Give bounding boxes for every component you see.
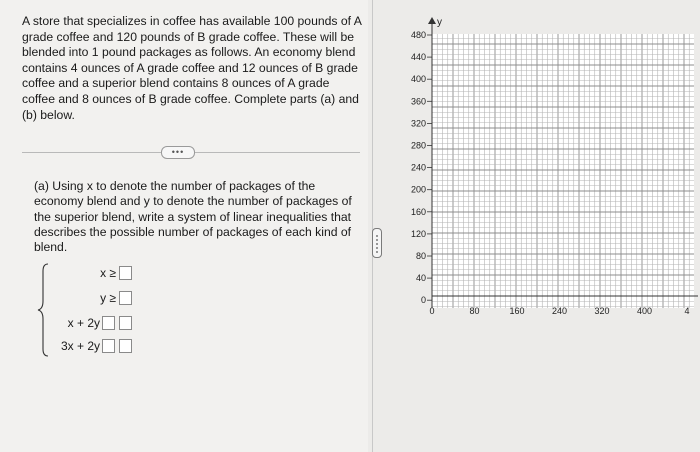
grip-dots-icon xyxy=(373,229,381,257)
x-tick-label: 320 xyxy=(594,306,610,316)
y-tick-label: 480 xyxy=(410,30,426,40)
y-axis-label: y xyxy=(437,17,442,28)
inequality-label: x ≥ xyxy=(100,266,116,280)
answer-input-box[interactable] xyxy=(119,291,132,305)
y-tick-label: 440 xyxy=(410,52,426,63)
inequality-row-3x-2y xyxy=(50,338,134,356)
splitter-drag-handle[interactable] xyxy=(372,228,382,258)
y-axis-arrow-icon xyxy=(428,17,436,24)
inequality-row-y xyxy=(50,290,134,308)
y-tick-label: 240 xyxy=(410,162,426,173)
inequality-label: x + 2y xyxy=(67,316,100,330)
answer-input-box[interactable] xyxy=(119,339,132,353)
answer-input-box[interactable] xyxy=(119,266,132,280)
inequality-row-x-2y xyxy=(50,315,134,333)
splitter-line xyxy=(372,0,373,452)
inequality-symbol-box[interactable] xyxy=(102,339,115,353)
y-tick-label: 280 xyxy=(410,140,426,151)
coordinate-graph[interactable] xyxy=(388,12,700,322)
y-tick-label: 0 xyxy=(420,295,426,306)
problem-statement: A store that specializes in coffee has available 100 pounds of A grade coffee and 120 pounds of B grade coffee. These will be blended into 1 pound packages as follows. An economy blend contains 4 ounces of A grade coffee and 12 ounces of B grade coffee and a superior blend contains 8 ounces of A grade coffee and 8 ounces of B grade coffee. Complete parts (a) and (b) below. xyxy=(22,14,362,122)
x-tick-label: 0 xyxy=(429,306,435,316)
answer-input-box[interactable] xyxy=(119,316,132,330)
expand-more-button[interactable]: ••• xyxy=(161,146,195,159)
y-tick-labels xyxy=(411,30,432,305)
inequality-row-x xyxy=(50,265,134,283)
inequality-label: y ≥ xyxy=(100,291,116,305)
y-tick-label: 320 xyxy=(410,118,426,129)
y-tick-label: 160 xyxy=(410,206,426,217)
inequality-symbol-box[interactable] xyxy=(102,316,115,330)
x-tick-label: 240 xyxy=(551,306,568,316)
x-tick-label: 400 xyxy=(636,306,653,316)
y-tick-label: 360 xyxy=(410,96,426,107)
panel-splitter xyxy=(368,0,378,452)
inequality-label: 3x + 2y xyxy=(60,339,100,353)
y-tick-label: 80 xyxy=(415,251,426,261)
y-tick-label: 200 xyxy=(410,184,426,195)
y-tick-label: 40 xyxy=(415,273,426,284)
x-tick-label: 4 xyxy=(684,306,690,316)
y-tick-label: 400 xyxy=(410,74,426,85)
part-a-question: (a) Using x to denote the number of packages of the economy blend and y to denote the number of packages of the superior blend, write a system of linear inequalities that describes the possible number of packages of each kind of blend. xyxy=(34,179,352,255)
y-tick-label: 120 xyxy=(410,228,426,239)
x-tick-label: 80 xyxy=(469,306,480,316)
x-tick-label: 160 xyxy=(509,306,525,316)
